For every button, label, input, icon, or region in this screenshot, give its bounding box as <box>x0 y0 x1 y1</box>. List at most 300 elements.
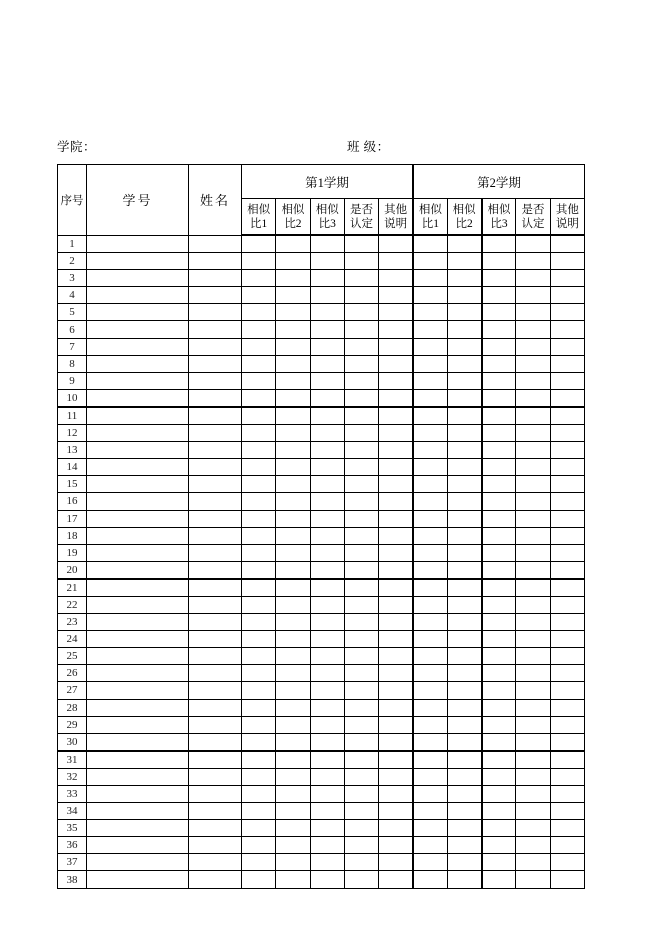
cell-s2-remarks[interactable] <box>550 665 584 682</box>
cell-s2-approved[interactable] <box>516 338 550 355</box>
cell-s1-approved[interactable] <box>344 614 378 631</box>
cell-s1-ratio2[interactable] <box>276 287 310 304</box>
cell-s1-remarks[interactable] <box>379 871 413 888</box>
cell-s1-ratio2[interactable] <box>276 682 310 699</box>
cell-s1-ratio1[interactable] <box>242 820 276 837</box>
cell-s2-approved[interactable] <box>516 321 550 338</box>
cell-s2-ratio1[interactable] <box>413 751 447 769</box>
cell-s1-ratio2[interactable] <box>276 768 310 785</box>
cell-s1-ratio2[interactable] <box>276 304 310 321</box>
cell-s2-approved[interactable] <box>516 493 550 510</box>
cell-s2-ratio2[interactable] <box>447 786 481 803</box>
cell-s1-ratio2[interactable] <box>276 544 310 561</box>
cell-s2-ratio3[interactable] <box>482 837 516 854</box>
cell-s2-ratio1[interactable] <box>413 648 447 665</box>
cell-name[interactable] <box>189 768 242 785</box>
cell-s2-approved[interactable] <box>516 372 550 389</box>
cell-s1-approved[interactable] <box>344 648 378 665</box>
cell-s2-ratio2[interactable] <box>447 631 481 648</box>
cell-s2-remarks[interactable] <box>550 803 584 820</box>
cell-s2-ratio3[interactable] <box>482 648 516 665</box>
cell-s1-remarks[interactable] <box>379 768 413 785</box>
cell-s1-approved[interactable] <box>344 768 378 785</box>
cell-s1-remarks[interactable] <box>379 338 413 355</box>
cell-s1-ratio3[interactable] <box>310 476 344 493</box>
cell-s1-ratio2[interactable] <box>276 321 310 338</box>
cell-s2-remarks[interactable] <box>550 579 584 597</box>
cell-s1-remarks[interactable] <box>379 459 413 476</box>
cell-s2-ratio2[interactable] <box>447 493 481 510</box>
cell-student-id[interactable] <box>87 768 189 785</box>
cell-s2-remarks[interactable] <box>550 527 584 544</box>
cell-s2-ratio3[interactable] <box>482 459 516 476</box>
cell-s2-ratio2[interactable] <box>447 321 481 338</box>
cell-student-id[interactable] <box>87 235 189 253</box>
cell-s2-remarks[interactable] <box>550 648 584 665</box>
cell-s1-remarks[interactable] <box>379 389 413 407</box>
cell-s2-ratio2[interactable] <box>447 372 481 389</box>
cell-s2-ratio1[interactable] <box>413 803 447 820</box>
cell-s2-approved[interactable] <box>516 510 550 527</box>
cell-s1-ratio2[interactable] <box>276 561 310 579</box>
cell-s2-ratio2[interactable] <box>447 837 481 854</box>
cell-s2-approved[interactable] <box>516 389 550 407</box>
cell-s2-ratio3[interactable] <box>482 338 516 355</box>
cell-student-id[interactable] <box>87 596 189 613</box>
cell-s2-ratio2[interactable] <box>447 459 481 476</box>
cell-student-id[interactable] <box>87 493 189 510</box>
cell-s1-ratio2[interactable] <box>276 786 310 803</box>
cell-s2-ratio1[interactable] <box>413 389 447 407</box>
cell-s1-ratio3[interactable] <box>310 579 344 597</box>
cell-name[interactable] <box>189 854 242 871</box>
cell-s1-remarks[interactable] <box>379 596 413 613</box>
cell-s1-ratio3[interactable] <box>310 631 344 648</box>
cell-s2-remarks[interactable] <box>550 716 584 733</box>
cell-s2-ratio1[interactable] <box>413 733 447 751</box>
cell-s2-ratio3[interactable] <box>482 614 516 631</box>
cell-s2-ratio2[interactable] <box>447 648 481 665</box>
cell-s2-remarks[interactable] <box>550 287 584 304</box>
cell-s2-ratio1[interactable] <box>413 631 447 648</box>
cell-s2-ratio2[interactable] <box>447 871 481 888</box>
cell-s1-ratio2[interactable] <box>276 837 310 854</box>
cell-s1-approved[interactable] <box>344 544 378 561</box>
cell-s2-ratio3[interactable] <box>482 699 516 716</box>
cell-s1-ratio3[interactable] <box>310 235 344 253</box>
cell-s1-ratio2[interactable] <box>276 389 310 407</box>
cell-s2-approved[interactable] <box>516 544 550 561</box>
cell-s1-remarks[interactable] <box>379 425 413 442</box>
cell-s2-approved[interactable] <box>516 803 550 820</box>
cell-s2-ratio3[interactable] <box>482 579 516 597</box>
cell-s2-ratio2[interactable] <box>447 510 481 527</box>
cell-s1-remarks[interactable] <box>379 648 413 665</box>
cell-s2-remarks[interactable] <box>550 561 584 579</box>
cell-s1-approved[interactable] <box>344 820 378 837</box>
cell-name[interactable] <box>189 389 242 407</box>
cell-s1-ratio1[interactable] <box>242 459 276 476</box>
cell-s2-approved[interactable] <box>516 287 550 304</box>
cell-s2-ratio2[interactable] <box>447 716 481 733</box>
cell-s2-approved[interactable] <box>516 253 550 270</box>
cell-s2-ratio1[interactable] <box>413 321 447 338</box>
cell-s2-ratio2[interactable] <box>447 389 481 407</box>
cell-s1-ratio2[interactable] <box>276 338 310 355</box>
cell-s2-remarks[interactable] <box>550 631 584 648</box>
cell-s1-ratio2[interactable] <box>276 596 310 613</box>
cell-s1-approved[interactable] <box>344 287 378 304</box>
cell-s2-ratio3[interactable] <box>482 270 516 287</box>
cell-s2-ratio1[interactable] <box>413 614 447 631</box>
cell-s2-ratio3[interactable] <box>482 510 516 527</box>
cell-s2-approved[interactable] <box>516 442 550 459</box>
cell-s1-ratio2[interactable] <box>276 751 310 769</box>
cell-name[interactable] <box>189 510 242 527</box>
cell-s1-ratio1[interactable] <box>242 579 276 597</box>
cell-name[interactable] <box>189 682 242 699</box>
cell-s1-ratio3[interactable] <box>310 459 344 476</box>
cell-name[interactable] <box>189 372 242 389</box>
cell-s1-approved[interactable] <box>344 389 378 407</box>
cell-name[interactable] <box>189 837 242 854</box>
cell-s2-approved[interactable] <box>516 768 550 785</box>
cell-s1-ratio1[interactable] <box>242 665 276 682</box>
cell-s1-approved[interactable] <box>344 338 378 355</box>
cell-s1-ratio3[interactable] <box>310 803 344 820</box>
cell-s1-remarks[interactable] <box>379 235 413 253</box>
cell-s1-ratio1[interactable] <box>242 407 276 425</box>
cell-s1-approved[interactable] <box>344 854 378 871</box>
cell-student-id[interactable] <box>87 561 189 579</box>
cell-s1-ratio3[interactable] <box>310 321 344 338</box>
cell-s2-remarks[interactable] <box>550 493 584 510</box>
cell-s2-ratio2[interactable] <box>447 476 481 493</box>
cell-name[interactable] <box>189 733 242 751</box>
cell-s2-ratio1[interactable] <box>413 699 447 716</box>
cell-s1-ratio3[interactable] <box>310 820 344 837</box>
cell-s2-approved[interactable] <box>516 631 550 648</box>
cell-s1-remarks[interactable] <box>379 287 413 304</box>
cell-s1-ratio3[interactable] <box>310 407 344 425</box>
cell-name[interactable] <box>189 820 242 837</box>
cell-s1-ratio1[interactable] <box>242 442 276 459</box>
cell-s2-ratio1[interactable] <box>413 527 447 544</box>
cell-s1-ratio2[interactable] <box>276 253 310 270</box>
cell-s2-ratio2[interactable] <box>447 442 481 459</box>
cell-s1-ratio1[interactable] <box>242 716 276 733</box>
cell-s1-ratio3[interactable] <box>310 561 344 579</box>
cell-s1-ratio2[interactable] <box>276 270 310 287</box>
cell-s2-approved[interactable] <box>516 596 550 613</box>
cell-s1-ratio3[interactable] <box>310 871 344 888</box>
cell-name[interactable] <box>189 425 242 442</box>
cell-s1-ratio3[interactable] <box>310 682 344 699</box>
cell-s1-ratio2[interactable] <box>276 459 310 476</box>
cell-s1-ratio3[interactable] <box>310 716 344 733</box>
cell-student-id[interactable] <box>87 442 189 459</box>
cell-name[interactable] <box>189 287 242 304</box>
cell-s2-approved[interactable] <box>516 304 550 321</box>
cell-s2-ratio2[interactable] <box>447 682 481 699</box>
cell-s1-remarks[interactable] <box>379 355 413 372</box>
cell-s1-ratio1[interactable] <box>242 235 276 253</box>
cell-name[interactable] <box>189 270 242 287</box>
cell-s1-ratio3[interactable] <box>310 287 344 304</box>
cell-s1-ratio1[interactable] <box>242 786 276 803</box>
cell-s2-ratio2[interactable] <box>447 407 481 425</box>
cell-s2-ratio3[interactable] <box>482 442 516 459</box>
cell-s1-ratio2[interactable] <box>276 476 310 493</box>
cell-s1-ratio3[interactable] <box>310 493 344 510</box>
cell-s2-ratio1[interactable] <box>413 425 447 442</box>
cell-s2-ratio2[interactable] <box>447 270 481 287</box>
cell-s1-ratio3[interactable] <box>310 527 344 544</box>
cell-s2-remarks[interactable] <box>550 854 584 871</box>
cell-s1-ratio3[interactable] <box>310 510 344 527</box>
cell-s1-ratio2[interactable] <box>276 579 310 597</box>
cell-s2-approved[interactable] <box>516 561 550 579</box>
cell-s1-ratio2[interactable] <box>276 372 310 389</box>
cell-s1-ratio1[interactable] <box>242 854 276 871</box>
cell-s1-approved[interactable] <box>344 476 378 493</box>
cell-name[interactable] <box>189 253 242 270</box>
cell-s1-approved[interactable] <box>344 304 378 321</box>
cell-s2-ratio1[interactable] <box>413 510 447 527</box>
cell-s2-ratio1[interactable] <box>413 304 447 321</box>
cell-name[interactable] <box>189 493 242 510</box>
cell-s1-ratio3[interactable] <box>310 768 344 785</box>
cell-student-id[interactable] <box>87 425 189 442</box>
cell-s2-ratio2[interactable] <box>447 304 481 321</box>
cell-name[interactable] <box>189 561 242 579</box>
cell-s2-ratio2[interactable] <box>447 253 481 270</box>
cell-s2-ratio2[interactable] <box>447 665 481 682</box>
cell-s2-ratio1[interactable] <box>413 338 447 355</box>
cell-s1-ratio2[interactable] <box>276 527 310 544</box>
cell-s1-approved[interactable] <box>344 493 378 510</box>
cell-s1-ratio1[interactable] <box>242 768 276 785</box>
cell-student-id[interactable] <box>87 854 189 871</box>
cell-name[interactable] <box>189 648 242 665</box>
cell-s2-ratio3[interactable] <box>482 527 516 544</box>
cell-s2-ratio2[interactable] <box>447 803 481 820</box>
cell-s2-ratio1[interactable] <box>413 820 447 837</box>
cell-student-id[interactable] <box>87 648 189 665</box>
cell-s2-approved[interactable] <box>516 407 550 425</box>
cell-s2-ratio3[interactable] <box>482 631 516 648</box>
cell-s1-ratio3[interactable] <box>310 751 344 769</box>
cell-s2-approved[interactable] <box>516 716 550 733</box>
cell-name[interactable] <box>189 665 242 682</box>
cell-s1-approved[interactable] <box>344 561 378 579</box>
cell-s1-ratio3[interactable] <box>310 544 344 561</box>
cell-student-id[interactable] <box>87 733 189 751</box>
cell-s1-ratio1[interactable] <box>242 527 276 544</box>
cell-s2-ratio1[interactable] <box>413 270 447 287</box>
cell-s1-ratio1[interactable] <box>242 596 276 613</box>
cell-s1-ratio2[interactable] <box>276 493 310 510</box>
cell-s1-remarks[interactable] <box>379 716 413 733</box>
cell-student-id[interactable] <box>87 544 189 561</box>
cell-student-id[interactable] <box>87 527 189 544</box>
cell-s1-ratio1[interactable] <box>242 561 276 579</box>
cell-s2-remarks[interactable] <box>550 235 584 253</box>
cell-s1-ratio1[interactable] <box>242 871 276 888</box>
cell-student-id[interactable] <box>87 476 189 493</box>
cell-s1-ratio2[interactable] <box>276 871 310 888</box>
cell-name[interactable] <box>189 527 242 544</box>
cell-s1-ratio1[interactable] <box>242 614 276 631</box>
cell-s1-approved[interactable] <box>344 733 378 751</box>
cell-s2-approved[interactable] <box>516 527 550 544</box>
cell-s2-remarks[interactable] <box>550 614 584 631</box>
cell-s1-approved[interactable] <box>344 837 378 854</box>
cell-s2-remarks[interactable] <box>550 820 584 837</box>
cell-s1-approved[interactable] <box>344 786 378 803</box>
cell-student-id[interactable] <box>87 304 189 321</box>
cell-s1-approved[interactable] <box>344 803 378 820</box>
cell-s1-remarks[interactable] <box>379 786 413 803</box>
cell-student-id[interactable] <box>87 579 189 597</box>
cell-s1-ratio1[interactable] <box>242 253 276 270</box>
cell-s1-ratio1[interactable] <box>242 837 276 854</box>
cell-s1-remarks[interactable] <box>379 321 413 338</box>
cell-s1-approved[interactable] <box>344 751 378 769</box>
cell-s1-ratio3[interactable] <box>310 270 344 287</box>
cell-s2-remarks[interactable] <box>550 544 584 561</box>
cell-s2-ratio3[interactable] <box>482 321 516 338</box>
cell-s1-approved[interactable] <box>344 682 378 699</box>
cell-name[interactable] <box>189 321 242 338</box>
cell-s2-remarks[interactable] <box>550 786 584 803</box>
cell-s1-remarks[interactable] <box>379 631 413 648</box>
cell-name[interactable] <box>189 699 242 716</box>
cell-s1-ratio1[interactable] <box>242 287 276 304</box>
cell-s1-ratio3[interactable] <box>310 854 344 871</box>
cell-student-id[interactable] <box>87 803 189 820</box>
cell-s1-ratio2[interactable] <box>276 425 310 442</box>
cell-name[interactable] <box>189 871 242 888</box>
cell-name[interactable] <box>189 442 242 459</box>
cell-s1-remarks[interactable] <box>379 407 413 425</box>
cell-s1-approved[interactable] <box>344 665 378 682</box>
cell-s2-ratio2[interactable] <box>447 768 481 785</box>
cell-s2-ratio1[interactable] <box>413 768 447 785</box>
cell-name[interactable] <box>189 407 242 425</box>
cell-s1-ratio2[interactable] <box>276 355 310 372</box>
cell-s2-ratio1[interactable] <box>413 665 447 682</box>
cell-s1-approved[interactable] <box>344 407 378 425</box>
cell-s2-remarks[interactable] <box>550 596 584 613</box>
cell-s2-remarks[interactable] <box>550 253 584 270</box>
cell-student-id[interactable] <box>87 699 189 716</box>
cell-s2-ratio3[interactable] <box>482 493 516 510</box>
cell-s1-remarks[interactable] <box>379 270 413 287</box>
cell-s2-ratio1[interactable] <box>413 561 447 579</box>
cell-s2-ratio2[interactable] <box>447 425 481 442</box>
cell-s2-ratio3[interactable] <box>482 596 516 613</box>
cell-s1-ratio2[interactable] <box>276 699 310 716</box>
cell-s2-ratio1[interactable] <box>413 786 447 803</box>
cell-s1-ratio3[interactable] <box>310 425 344 442</box>
cell-s1-approved[interactable] <box>344 372 378 389</box>
cell-name[interactable] <box>189 235 242 253</box>
cell-name[interactable] <box>189 476 242 493</box>
cell-name[interactable] <box>189 304 242 321</box>
cell-s2-ratio2[interactable] <box>447 287 481 304</box>
cell-s1-remarks[interactable] <box>379 579 413 597</box>
cell-s2-ratio3[interactable] <box>482 425 516 442</box>
cell-s2-ratio1[interactable] <box>413 235 447 253</box>
cell-s1-ratio3[interactable] <box>310 442 344 459</box>
cell-s1-ratio3[interactable] <box>310 372 344 389</box>
cell-s1-ratio2[interactable] <box>276 442 310 459</box>
cell-s1-approved[interactable] <box>344 871 378 888</box>
cell-s1-ratio1[interactable] <box>242 803 276 820</box>
cell-s1-approved[interactable] <box>344 321 378 338</box>
cell-s2-approved[interactable] <box>516 425 550 442</box>
cell-student-id[interactable] <box>87 871 189 888</box>
cell-s1-ratio1[interactable] <box>242 338 276 355</box>
cell-student-id[interactable] <box>87 287 189 304</box>
cell-name[interactable] <box>189 596 242 613</box>
cell-s2-ratio2[interactable] <box>447 699 481 716</box>
cell-s2-ratio1[interactable] <box>413 476 447 493</box>
cell-s2-approved[interactable] <box>516 820 550 837</box>
cell-s1-approved[interactable] <box>344 355 378 372</box>
cell-s1-ratio3[interactable] <box>310 253 344 270</box>
cell-s2-approved[interactable] <box>516 751 550 769</box>
cell-s2-ratio1[interactable] <box>413 837 447 854</box>
cell-s2-ratio1[interactable] <box>413 459 447 476</box>
cell-student-id[interactable] <box>87 682 189 699</box>
cell-s2-ratio3[interactable] <box>482 372 516 389</box>
cell-name[interactable] <box>189 544 242 561</box>
cell-s2-ratio2[interactable] <box>447 733 481 751</box>
cell-name[interactable] <box>189 459 242 476</box>
cell-s2-approved[interactable] <box>516 459 550 476</box>
cell-s2-ratio3[interactable] <box>482 287 516 304</box>
cell-s2-remarks[interactable] <box>550 304 584 321</box>
cell-s1-ratio3[interactable] <box>310 338 344 355</box>
cell-s2-ratio2[interactable] <box>447 751 481 769</box>
cell-s1-ratio1[interactable] <box>242 372 276 389</box>
cell-s2-ratio3[interactable] <box>482 235 516 253</box>
cell-name[interactable] <box>189 751 242 769</box>
cell-s1-ratio1[interactable] <box>242 389 276 407</box>
cell-s1-ratio2[interactable] <box>276 733 310 751</box>
cell-s1-ratio2[interactable] <box>276 648 310 665</box>
cell-s1-ratio3[interactable] <box>310 665 344 682</box>
cell-s2-remarks[interactable] <box>550 459 584 476</box>
cell-s1-ratio3[interactable] <box>310 304 344 321</box>
cell-s1-remarks[interactable] <box>379 544 413 561</box>
cell-s1-ratio1[interactable] <box>242 510 276 527</box>
cell-student-id[interactable] <box>87 820 189 837</box>
cell-s1-ratio2[interactable] <box>276 407 310 425</box>
cell-s1-remarks[interactable] <box>379 854 413 871</box>
cell-s2-ratio2[interactable] <box>447 527 481 544</box>
cell-s1-ratio1[interactable] <box>242 355 276 372</box>
cell-student-id[interactable] <box>87 665 189 682</box>
cell-s2-ratio1[interactable] <box>413 716 447 733</box>
cell-s1-approved[interactable] <box>344 270 378 287</box>
cell-student-id[interactable] <box>87 270 189 287</box>
cell-student-id[interactable] <box>87 389 189 407</box>
cell-s2-ratio1[interactable] <box>413 253 447 270</box>
cell-s1-ratio3[interactable] <box>310 389 344 407</box>
